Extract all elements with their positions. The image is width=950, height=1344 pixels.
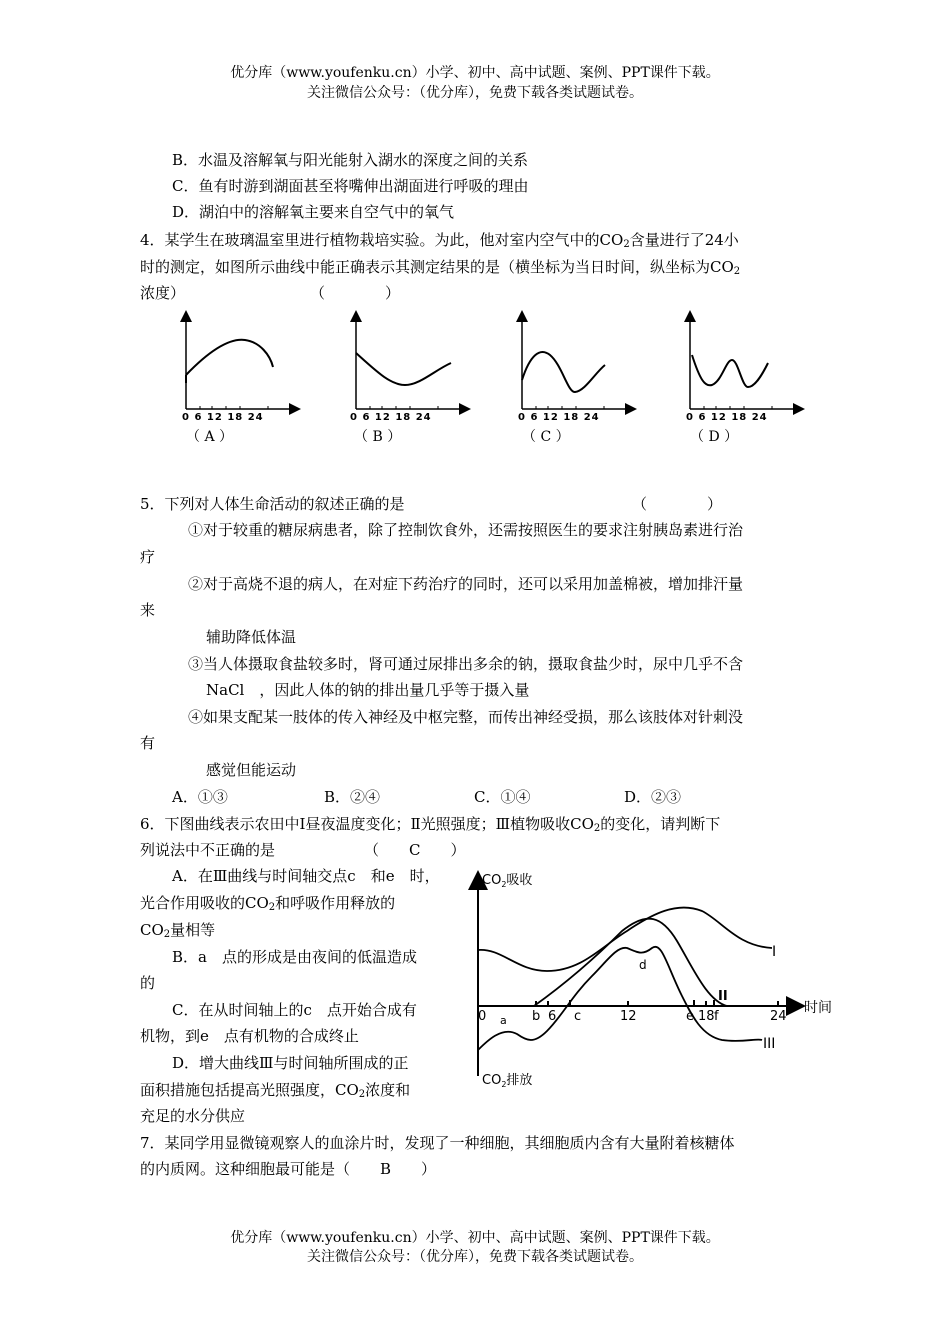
- q5-statement-1b: 疗: [140, 548, 156, 566]
- q5-statement-2b: 来: [140, 601, 156, 619]
- q6-curve-label-iii: III: [763, 1036, 776, 1052]
- q4-graph-d: [690, 313, 802, 409]
- q3-option-c: C．鱼有时游到湖面甚至将嘴伸出湖面进行呼吸的理由: [172, 177, 529, 195]
- q4-stem-line-2: 时的测定，如图所示曲线中能正确表示其测定结果的是（横坐标为当日时间，纵坐标为$CO_2$: [140, 258, 741, 277]
- q5-answer-paren: （ ）: [632, 495, 723, 513]
- q6-option-b-2: 的: [140, 974, 156, 992]
- q7-stem-line-2: 的内质网。这种细胞最可能是（ B ）: [140, 1160, 437, 1178]
- footer-line-1: 优分库（www.youfenku.cn）小学、初中、高中试题、案例、PPT课件下载。: [230, 1230, 720, 1246]
- q3-option-d: D．湖泊中的溶解氧主要来自空气中的氧气: [172, 203, 455, 221]
- q6-curve-i: [478, 908, 772, 971]
- q6-option-c-1: C．在从时间轴上的c 点开始合成有: [172, 1001, 417, 1019]
- q5-statement-4a: ④如果支配某一肢体的传入神经及中枢完整，而传出神经受损，那么该肢体对针刺没: [188, 708, 744, 726]
- q5-statement-3b: NaCl ，因此人体的钠的排出量几乎等于摄入量: [206, 681, 530, 699]
- q4-label-a: （ A ）: [186, 429, 234, 445]
- q6-option-b-1: B．a 点的形成是由夜间的低温造成: [172, 948, 417, 966]
- q6-tick-c: c: [574, 1009, 582, 1024]
- q4-label-d: （ D ）: [690, 429, 739, 445]
- q6-stem-line-1: 6．下图曲线表示农田中Ⅰ昼夜温度变化；Ⅱ光照强度；Ⅲ植物吸收$CO_2$的变化，请判断下: [140, 815, 721, 834]
- q6-tick-0: 0: [478, 1009, 487, 1024]
- q6-tick-6: 6: [548, 1009, 557, 1024]
- q5-statement-3a: ③当人体摄取食盐较多时，肾可通过尿排出多余的钠，摄取食盐少时，尿中几乎不含: [188, 655, 744, 673]
- q6-chart: [462, 866, 842, 1091]
- q4-graph-a: [186, 313, 298, 409]
- q4-label-c: （ C ）: [522, 429, 570, 445]
- q6-tick-24: 24: [770, 1009, 787, 1024]
- q7-stem-line-1: 7．某同学用显微镜观察人的血涂片时，发现了一种细胞，其细胞质内含有大量附着核糖体: [140, 1134, 735, 1152]
- q6-option-c-2: 机物，到e 点有机物的合成终止: [140, 1027, 359, 1045]
- header-line-1: 优分库（www.youfenku.cn）小学、初中、高中试题、案例、PPT课件下载。: [230, 65, 720, 81]
- q4-ticks-a: 0 6 12 18 24: [182, 412, 264, 423]
- q5-option-a: A．①③: [172, 788, 228, 806]
- q4-graphs: [170, 305, 810, 445]
- q6-curve-label-i: I: [772, 944, 777, 960]
- q6-curve-label-ii: II: [718, 989, 728, 1004]
- q6-curve-ii: [534, 919, 727, 1006]
- q6-tick-e: e: [686, 1009, 694, 1024]
- q5-option-b: B．②④: [324, 788, 381, 806]
- q4-ticks-d: 0 6 12 18 24: [686, 412, 768, 423]
- q5-statement-4b: 有: [140, 734, 156, 752]
- q5-option-c: C．①④: [474, 788, 531, 806]
- q6-tick-b: b: [532, 1009, 541, 1024]
- q6-point-a: a: [500, 1014, 507, 1027]
- q6-tick-f: f: [714, 1009, 719, 1024]
- q5-statement-2a: ②对于高烧不退的病人，在对症下药治疗的同时，还可以采用加盖棉被，增加排汗量: [188, 575, 744, 593]
- footer-line-2: 关注微信公众号：（优分库），免费下载各类试题试卷。: [307, 1249, 643, 1265]
- q6-y-bottom-label: $CO_2$排放: [482, 1073, 533, 1089]
- q6-x-label: 时间: [804, 1000, 832, 1016]
- header-line-2: 关注微信公众号：（优分库），免费下载各类试题试卷。: [307, 85, 643, 101]
- q6-option-a-1: A．在Ⅲ曲线与时间轴交点c 和e 时，: [172, 867, 440, 885]
- q6-option-a-2: 光合作用吸收的$CO_2$和呼吸作用释放的: [140, 894, 396, 913]
- q6-stem-line-2: 列说法中不正确的是: [140, 841, 276, 859]
- q6-y-top-label: $CO_2$吸收: [482, 873, 533, 889]
- q4-stem-line-3: 浓度）: [140, 284, 186, 302]
- q6-option-d-2: 面积措施包括提高光照强度，$CO_2$浓度和: [140, 1081, 411, 1100]
- q6-option-d-3: 充足的水分供应: [140, 1107, 246, 1125]
- q4-stem-line-1: 4．某学生在玻璃温室里进行植物栽培实验。为此，他对室内空气中的$CO_2$含量进行了24小: [140, 231, 739, 250]
- q6-option-a-3: $CO_2$量相等: [140, 921, 216, 940]
- q6-point-d: d: [639, 958, 647, 972]
- q4-ticks-c: 0 6 12 18 24: [518, 412, 600, 423]
- q5-statement-2c: 辅助降低体温: [206, 628, 297, 646]
- q6-answer: （ C ）: [364, 841, 466, 859]
- q4-label-b: （ B ）: [354, 429, 402, 445]
- q6-tick-12: 12: [620, 1009, 637, 1024]
- q4-graph-b: [356, 313, 468, 409]
- q4-graph-c: [522, 313, 634, 409]
- q6-tick-18: 18: [698, 1009, 715, 1024]
- q4-answer-paren: （ ）: [310, 284, 401, 302]
- q4-ticks-b: 0 6 12 18 24: [350, 412, 432, 423]
- q3-option-b: B．水温及溶解氧与阳光能射入湖水的深度之间的关系: [172, 151, 529, 169]
- q6-option-d-1: D．增大曲线Ⅲ与时间轴所围成的正: [172, 1054, 409, 1072]
- q5-option-d: D．②③: [624, 788, 682, 806]
- q5-statement-4c: 感觉但能运动: [206, 761, 297, 779]
- q5-statement-1a: ①对于较重的糖尿病患者，除了控制饮食外，还需按照医生的要求注射胰岛素进行治: [188, 521, 744, 539]
- q5-stem: 5．下列对人体生命活动的叙述正确的是: [140, 495, 405, 513]
